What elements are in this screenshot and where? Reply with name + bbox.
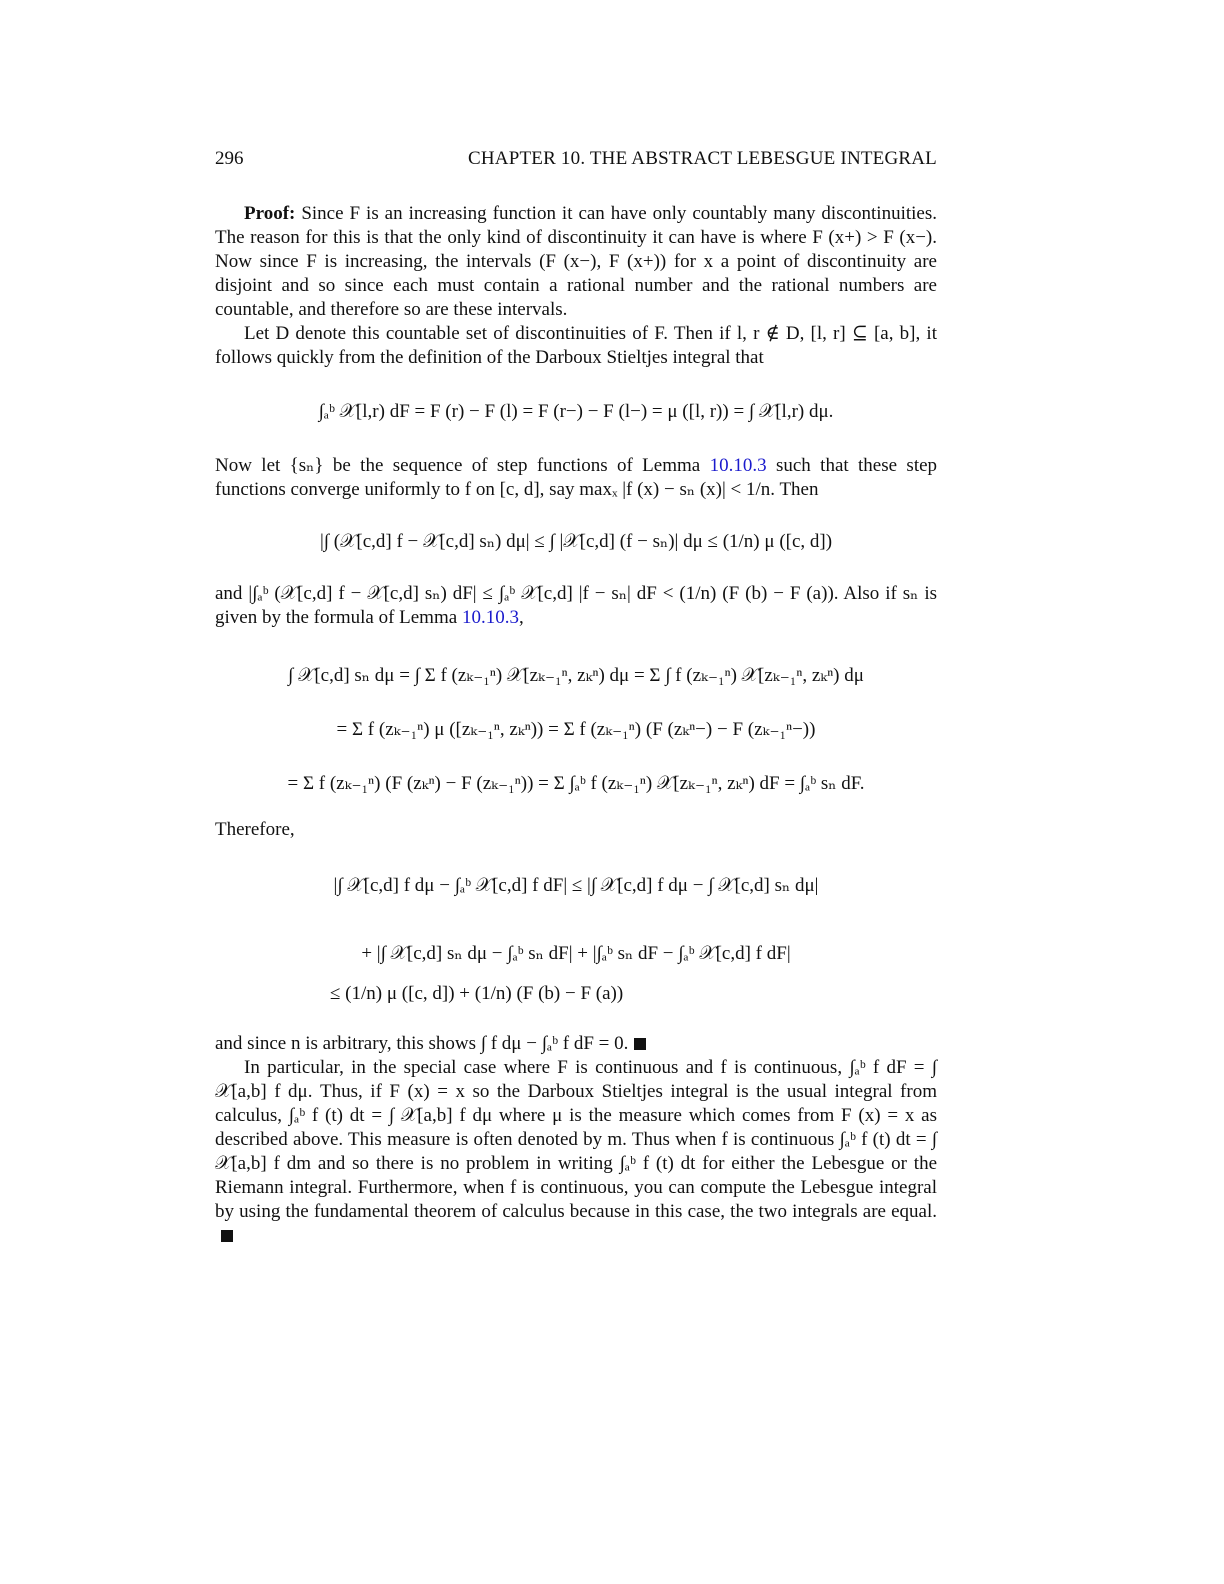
equation-3-line-2: = Σ f (zₖ₋₁ⁿ) μ ([zₖ₋₁ⁿ, zₖⁿ)) = Σ f (zₖ₋₁ⁿ) (F (zₖⁿ−) − F (zₖ₋₁ⁿ−)) [336,719,816,740]
running-header [215,148,937,176]
proof-paragraph-1 [215,202,937,322]
proof-text-3a: Now let {sₙ} be the sequence of step functions of Lemma [215,455,701,476]
equation-4-line-2: + |∫ 𝒳[c,d] sₙ dμ − ∫ₐᵇ sₙ dF| + |∫ₐᵇ sₙ dF − ∫ₐᵇ 𝒳[c,d] f dF| [361,943,791,964]
proof-text-6: In particular, in the special case where F is continuous and f is continuous, ∫ₐᵇ f dF = ∫ 𝒳[a,b] f dμ. Thus, if F (x) = x so the Darboux Stieltjes integral is the usual integral from calculus, ∫ₐᵇ f (t) dt = ∫ 𝒳[a,b] f dμ where μ is the measure which comes from F (x) = x as described above. This measure is often denoted by m. Thus when f is continuous ∫ₐᵇ f (t) dt = ∫ 𝒳[a,b] f dm and so there is no problem in writing ∫ₐᵇ f (t) dt for either the Lebesgue or the Riemann integral. Furthermore, when f is continuous, you can compute the Lebesgue integral by using the fundamental theorem of calculus because in this case, the two integrals are equal. [215,1057,937,1222]
equation-4-line-3: ≤ (1/n) μ ([c, d]) + (1/n) (F (b) − F (a)) [330,983,624,1004]
qed-square-icon-2 [221,1230,233,1242]
chapter-title: CHAPTER 10. THE ABSTRACT LEBESGUE INTEGRAL [468,148,937,169]
equation-3-line-1: ∫ 𝒳[c,d] sₙ dμ = ∫ Σ f (zₖ₋₁ⁿ) 𝒳[zₖ₋₁ⁿ, zₖⁿ) dμ = Σ ∫ f (zₖ₋₁ⁿ) 𝒳[zₖ₋₁ⁿ, zₖⁿ) dμ [288,665,864,686]
proof-text-4b: , [518,607,524,628]
lemma-link-2[interactable]: 10.10.3 [461,607,519,628]
proof-text-5: and since n is arbitrary, this shows ∫ f dμ − ∫ₐᵇ f dF = 0. [215,1033,629,1054]
equation-4-line-1: |∫ 𝒳[c,d] f dμ − ∫ₐᵇ 𝒳[c,d] f dF| ≤ |∫ 𝒳[c,d] f dμ − ∫ 𝒳[c,d] sₙ dμ| [333,875,819,896]
qed-square-icon [634,1038,646,1050]
page-number: 296 [215,148,244,169]
proof-paragraph-3 [215,454,937,502]
proof-text-4a: and |∫ₐᵇ (𝒳[c,d] f − 𝒳[c,d] sₙ) dF| ≤ ∫ₐᵇ 𝒳[c,d] |f − sₙ| dF < (1/n) (F (b) − F (a)). Also if sₙ is given by the formula of Lemma [215,583,937,628]
equation-2: |∫ (𝒳[c,d] f − 𝒳[c,d] sₙ) dμ| ≤ ∫ |𝒳[c,d] (f − sₙ)| dμ ≤ (1/n) μ ([c, d]) [319,531,833,552]
proof-text-1: Since F is an increasing function it can have only countably many discontinuities. The reason for this is that the only kind of discontinuity it can have is where F (x+) > F (x−). Now since F is increasing, the intervals (F (x−), F (x+)) for x a point of discontinuity are disjoint and so since each must contain a rational number and the rational numbers are countable, and therefore so are these intervals. [215,203,938,320]
proof-paragraph-4 [215,582,937,630]
equation-1: ∫ₐᵇ 𝒳[l,r) dF = F (r) − F (l) = F (r−) − F (l−) = μ ([l, r)) = ∫ 𝒳[l,r) dμ. [318,401,834,422]
proof-label: Proof: [244,203,296,224]
proof-paragraph-2: Let D denote this countable set of discontinuities of F. Then if l, r ∉ D, [l, r] ⊆ [a, b], it follows quickly from the definition of the Darboux Stieltjes integral that [215,323,937,368]
equation-3-line-3: = Σ f (zₖ₋₁ⁿ) (F (zₖⁿ) − F (zₖ₋₁ⁿ)) = Σ ∫ₐᵇ f (zₖ₋₁ⁿ) 𝒳[zₖ₋₁ⁿ, zₖⁿ) dF = ∫ₐᵇ sₙ dF. [287,773,865,794]
final-paragraph [215,1056,937,1248]
proof-text-3b: such that these step functions converge uniformly to f on [c, d], say maxₓ |f (x) − sₙ (x)| < 1/n. Then [215,455,938,500]
therefore-line: Therefore, [215,819,295,840]
lemma-link[interactable]: 10.10.3 [709,455,767,476]
page-body [215,202,937,1248]
proof-conclusion [215,1032,937,1056]
